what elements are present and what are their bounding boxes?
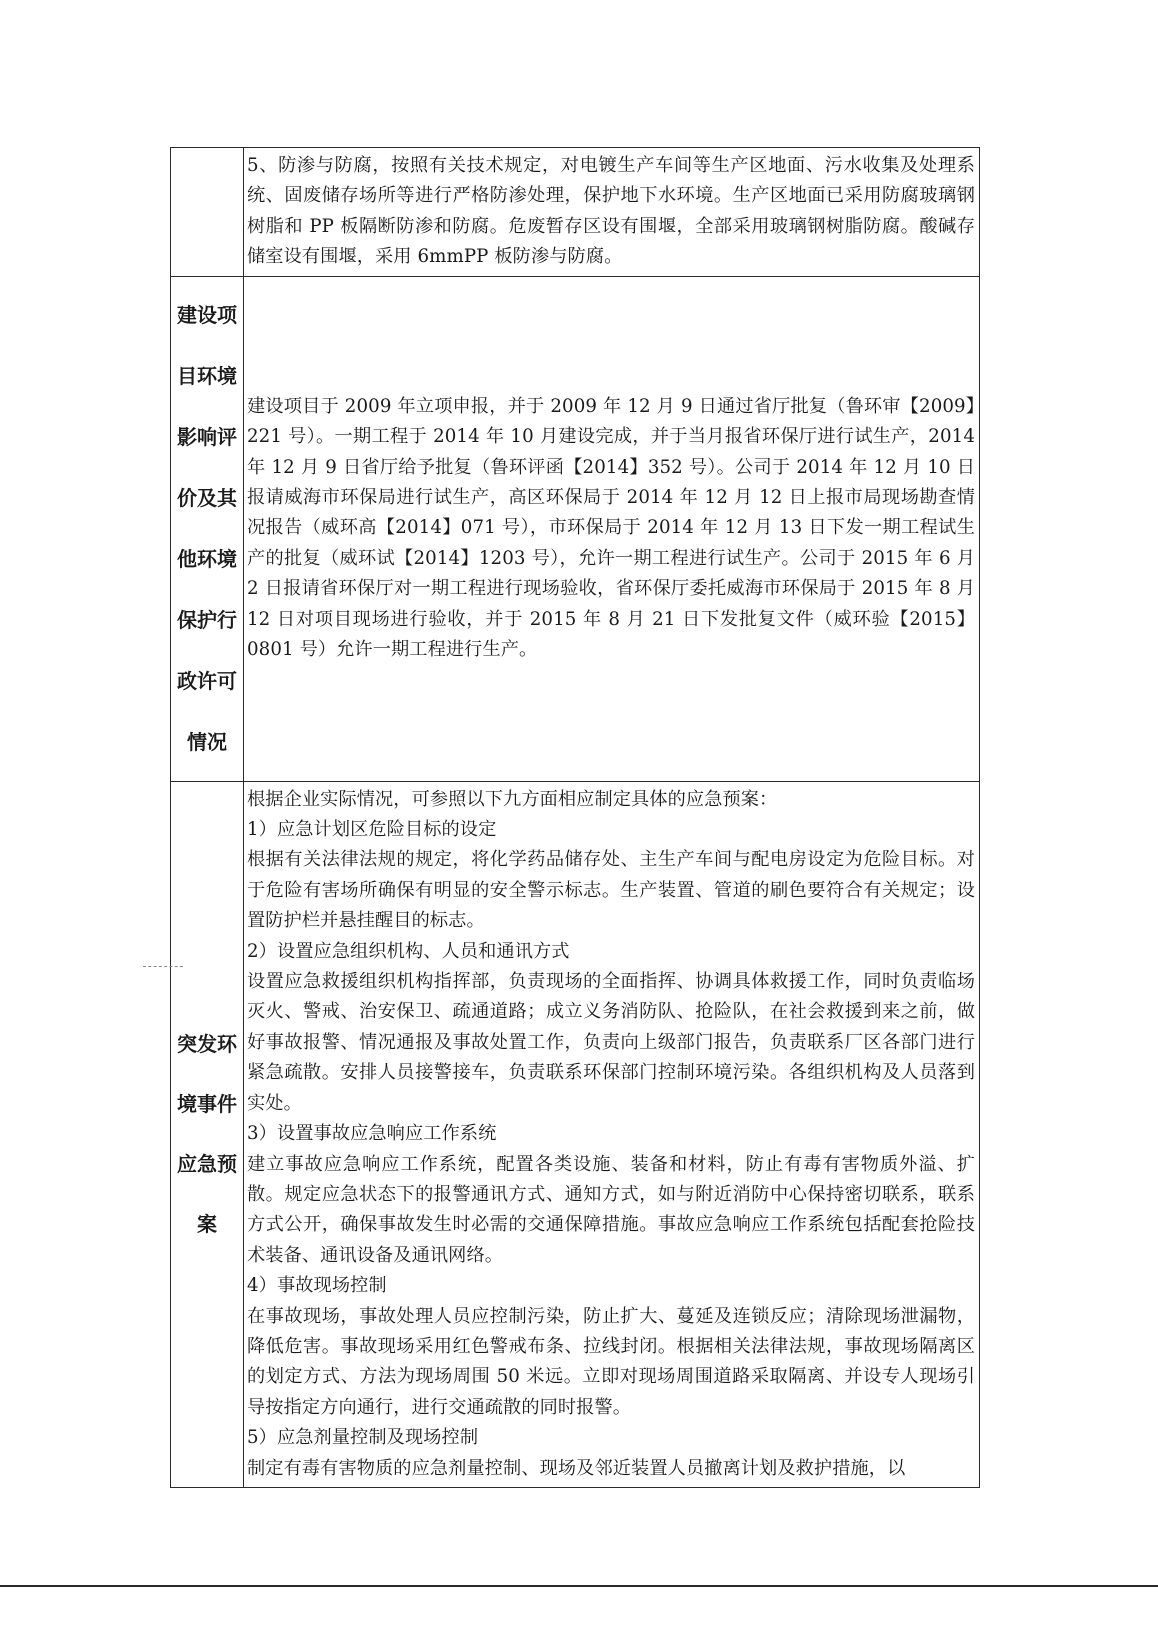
paragraph: 在事故现场，事故处理人员应控制污染，防止扩大、蔓延及连锁反应；清除现场泄漏物，降低危害。事故现场采用红色警戒布条、拉线封闭。根据相关法律法规，事故现场隔离区的划定方式、方法为现场周围 50 米远。立即对现场周围道路采取隔离、并设专人现场引导按指定方向通行，进行交通疏散的同时报警。	[247, 1305, 975, 1418]
row-label-cell	[171, 276, 244, 781]
row-label-cell	[171, 148, 244, 277]
row-content-cell	[244, 276, 980, 781]
document-table	[170, 147, 980, 1488]
paragraph: 1）应急计划区危险目标的设定	[247, 819, 497, 841]
paragraph: 4）事故现场控制	[247, 1275, 387, 1297]
row-label: 建设项 目环境 影响评 价及其 他环境 保护行 政许可 情况	[177, 302, 237, 754]
table-row-eia-permits	[171, 276, 980, 781]
table-row-emergency-plan	[171, 781, 980, 1487]
paragraph: 5）应急剂量控制及现场控制	[247, 1427, 479, 1449]
paragraph: 制定有毒有害物质的应急剂量控制、现场及邻近装置人员撤离计划及救护措施，以	[247, 1457, 906, 1479]
paragraph: 根据有关法律法规的规定，将化学药品储存处、主生产车间与配电房设定为危险目标。对于危险有害场所确保有明显的安全警示标志。生产装置、管道的刷色要符合有关规定；设置防护栏并悬挂醒目的标志。	[247, 849, 975, 932]
page-bottom-rule	[0, 1585, 1158, 1587]
paragraph: 设置应急救援组织机构指挥部，负责现场的全面指挥、协调具体救援工作，同时负责临场灭火、警戒、治安保卫、疏通道路；成立义务消防队、抢险队，在社会救援到来之前，做好事故报警、情况通报及事故处置工作，负责向上级部门报告，负责联系厂区各部门进行紧急疏散。安排人员接警接车，负责联系环保部门控制环境污染。各组织机构及人员落到实处。	[247, 971, 975, 1114]
row-label-cell	[171, 781, 244, 1487]
paragraph: 根据企业实际情况，可参照以下九方面相应制定具体的应急预案：	[247, 788, 778, 810]
scan-dash-mark	[143, 966, 183, 967]
row-label: 突发环 境事件 应急预 案	[177, 1032, 237, 1237]
paragraph: 建立事故应急响应工作系统，配置各类设施、装备和材料，防止有毒有害物质外溢、扩散。规定应急状态下的报警通讯方式、通知方式，如与附近消防中心保持密切联系，联系方式公开，确保事故发生时必需的交通保障措施。事故应急响应工作系统包括配套抢险技术装备、通讯设备及通讯网络。	[247, 1153, 975, 1266]
row-content-cell	[244, 781, 980, 1487]
paragraph: 2）设置应急组织机构、人员和通讯方式	[247, 940, 570, 962]
paragraph: 建设项目于 2009 年立项申报，并于 2009 年 12 月 9 日通过省厅批复（鲁环审【2009】221 号）。一期工程于 2014 年 10 月建设完成，并于当月报省环保厅进行试生产，2014 年 12 月 9 日省厅给予批复（鲁环评函【2014】352 号）。公司于 2014 年 12 月 10 日报请威海市环保局进行试生产，高区环保局于 2014 年 12 月 12 日上报市局现场勘查情况报告（威环高【2014】071 号），市环保局于 2014 年 12 月 13 日下发一期工程试生产的批复（威环试【2014】1203 号），允许一期工程进行试生产。公司于 2015 年 6 月 2 日报请省环保厅对一期工程进行现场验收，省环保厅委托威海市环保局于 2015 年 8 月 12 日对项目现场进行验收，并于 2015 年 8 月 21 日下发批复文件（威环验【2015】0801 号）允许一期工程进行生产。	[247, 395, 975, 661]
table-row-protection	[171, 148, 980, 277]
paragraph: 3）设置事故应急响应工作系统	[247, 1123, 497, 1145]
row-content-cell	[244, 148, 980, 277]
paragraph: 5、防渗与防腐，按照有关技术规定，对电镀生产车间等生产区地面、污水收集及处理系统、固废储存场所等进行严格防渗处理，保护地下水环境。生产区地面已采用防腐玻璃钢树脂和 PP 板隔断防渗和防腐。危废暂存区设有围堰，全部采用玻璃钢树脂防腐。酸碱存储室设有围堰，采用 6mmPP 板防渗与防腐。	[247, 155, 975, 268]
